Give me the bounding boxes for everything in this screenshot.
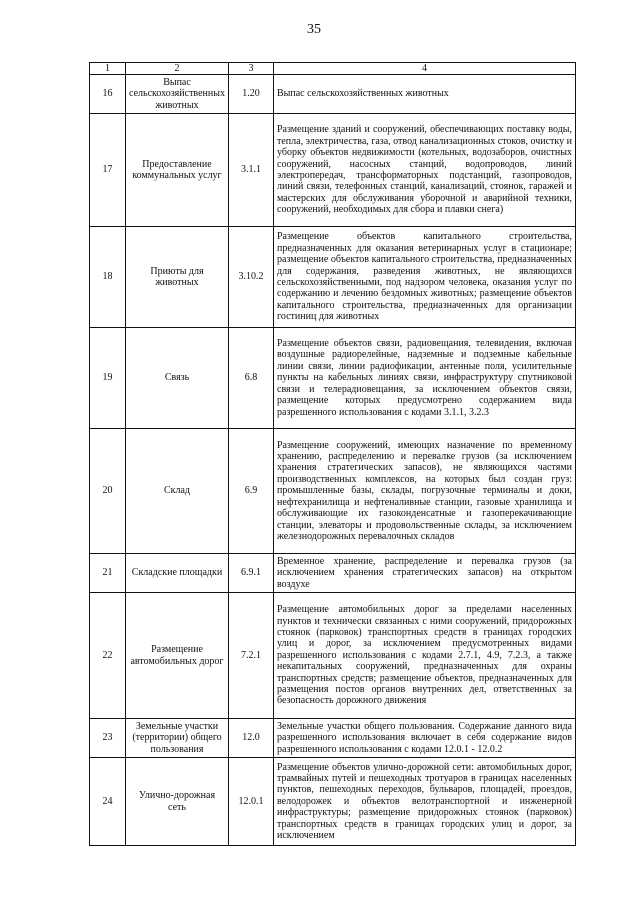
row-number: 24 [90, 758, 126, 846]
use-name: Склад [126, 429, 229, 554]
use-name: Размещение автомобильных дорог [126, 593, 229, 719]
use-description: Размещение объектов связи, радиовещания, телевидения, включая воздушные радиорелейные, надземные и подземные кабельные линии связи, линии радиофикации, антенные поля, усилительные пункты на кабельных линиях связи, инфраструктуру спутниковой связи и телерадиовещания, за исключением объектов связи, размещение которых предусмотрено содержанием вида разрешенного использования с кодами 3.1.1, 3.2.3 [274, 328, 576, 429]
header-col-3: 3 [229, 63, 274, 75]
table-row [90, 758, 576, 846]
row-number: 17 [90, 114, 126, 227]
use-code: 1.20 [229, 75, 274, 114]
table-row [90, 75, 576, 114]
use-code: 3.10.2 [229, 227, 274, 328]
use-code: 12.0 [229, 719, 274, 758]
use-name: Выпас сельскохозяйственных животных [126, 75, 229, 114]
use-name: Связь [126, 328, 229, 429]
table-row [90, 328, 576, 429]
use-code: 6.9.1 [229, 554, 274, 593]
use-name: Улично-дорожная сеть [126, 758, 229, 846]
table-header-row [90, 63, 576, 75]
row-number: 22 [90, 593, 126, 719]
header-col-4: 4 [274, 63, 576, 75]
table-row [90, 593, 576, 719]
use-description: Земельные участки общего пользования. Содержание данного вида разрешенного использования включает в себя содержание видов разрешенного использования с кодами 12.0.1 - 12.0.2 [274, 719, 576, 758]
header-col-2: 2 [126, 63, 229, 75]
page-number: 35 [307, 22, 321, 37]
use-description: Размещение объектов улично-дорожной сети: автомобильных дорог, трамвайных путей и пешеходных тротуаров в границах населенных пунктов, пешеходных переходов, бульваров, площадей, проездов, велодорожек и объектов велотранспортной и инженерной инфраструктуры; размещение придорожных стоянок (парковок) транспортных средств в границах городских улиц и дорог, за исключением [274, 758, 576, 846]
row-number: 20 [90, 429, 126, 554]
use-code: 6.9 [229, 429, 274, 554]
table-row [90, 719, 576, 758]
use-code: 7.2.1 [229, 593, 274, 719]
use-description: Временное хранение, распределение и перевалка грузов (за исключением хранения стратегических запасов) на открытом воздухе [274, 554, 576, 593]
row-number: 21 [90, 554, 126, 593]
use-description: Размещение зданий и сооружений, обеспечивающих поставку воды, тепла, электричества, газа, отвод канализационных стоков, очистку и уборку объектов недвижимости (котельных, водозаборов, очистных сооружений, насосных станций, водопроводов, линий электропередач, трансформаторных подстанций, газопроводов, линий связи, телефонных станций, канализаций, стоянок, гаражей и мастерских для обслуживания уборочной и аварийной техники, сооружений, необходимых для сбора и плавки снега) [274, 114, 576, 227]
table-row [90, 429, 576, 554]
row-number: 23 [90, 719, 126, 758]
table-row [90, 114, 576, 227]
use-code: 6.8 [229, 328, 274, 429]
use-name: Земельные участки (территории) общего пользования [126, 719, 229, 758]
row-number: 16 [90, 75, 126, 114]
use-description: Выпас сельскохозяйственных животных [274, 75, 576, 114]
row-number: 19 [90, 328, 126, 429]
use-name: Приюты для животных [126, 227, 229, 328]
land-use-table [89, 62, 576, 846]
table-row [90, 227, 576, 328]
use-name: Складские площадки [126, 554, 229, 593]
use-description: Размещение объектов капитального строительства, предназначенных для оказания ветеринарных услуг в стационаре; размещение объектов капитального строительства, предназначенных для содержания, разведения животных, не являющихся сельскохозяйственными, под надзором человека, оказания услуг по содержанию и лечению бездомных животных; размещение объектов капитального строительства, предназначенных для организации гостиниц для животных [274, 227, 576, 328]
use-name: Предоставление коммунальных услуг [126, 114, 229, 227]
row-number: 18 [90, 227, 126, 328]
use-description: Размещение сооружений, имеющих назначение по временному хранению, распределению и перевалке грузов (за исключением хранения стратегических запасов), не являющихся частями производственных комплексов, на которых был создан груз: промышленные базы, склады, погрузочные терминалы и доки, нефтехранилища и нефтеналивные станции, газовые хранилища и обслуживающие их газоконденсатные и газоперекачивающие станции, элеваторы и продовольственные склады, за исключением железнодорожных перевалочных складов [274, 429, 576, 554]
header-col-1: 1 [90, 63, 126, 75]
table-row [90, 554, 576, 593]
use-code: 12.0.1 [229, 758, 274, 846]
use-code: 3.1.1 [229, 114, 274, 227]
use-description: Размещение автомобильных дорог за пределами населенных пунктов и технически связанных с ними сооружений, придорожных стоянок (парковок) транспортных средств в границах городских улиц и дорог, за исключением предусмотренных видами разрешенного использования с кодами 2.7.1, 4.9, 7.2.3, а также некапитальных сооружений, предназначенных для охраны транспортных средств; размещение объектов, предназначенных для размещения постов органов внутренних дел, ответственных за безопасность дорожного движения [274, 593, 576, 719]
